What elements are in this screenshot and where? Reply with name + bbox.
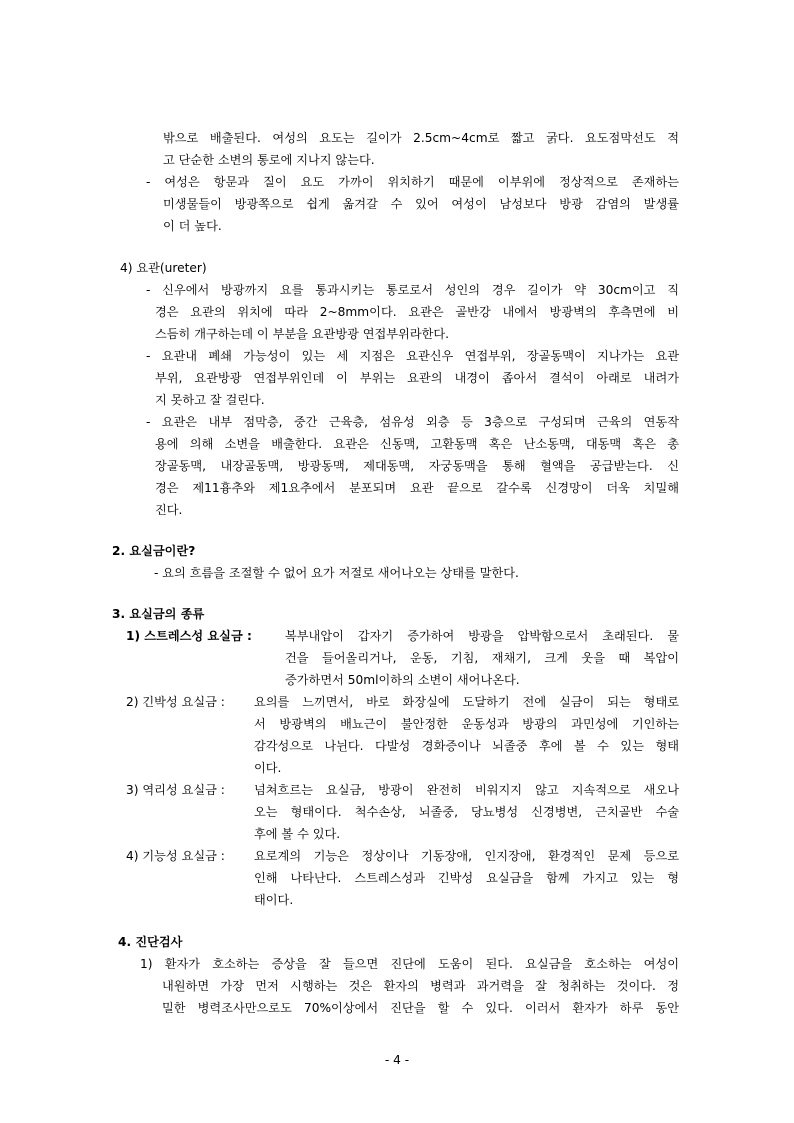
- diagnosis-line: 내원하면 가장 먼저 시행하는 것은 환자의 병력과 과거력을 잘 청취하는 것이다. 정: [162, 979, 679, 993]
- ureter-bullet-line: 스듬히 개구하는데 이 부분을 요관방광 연접부위라한다.: [155, 327, 450, 341]
- type-desc-line: 요로계의 기능은 정상이나 기동장애, 인지장애, 환경적인 문제 등으로: [254, 849, 679, 863]
- type-label-stress: 1) 스트레스성 요실금 :: [126, 629, 252, 643]
- type-desc-line: 이다.: [254, 761, 282, 775]
- urethra-text-line: 밖으로 배출된다. 여성의 요도는 길이가 2.5cm~4cm로 짧고 굵다. 요도점막선도 적: [163, 131, 679, 145]
- ureter-bullet-line: - 요관내 폐쇄 가능성이 있는 세 지점은 요관신우 연접부위, 장골동맥이 지나가는 요관: [146, 349, 679, 363]
- ureter-bullet-line: - 요관은 내부 점막층, 중간 근육층, 섬유성 외층 등 3층으로 구성되며 근육의 연동작: [146, 415, 679, 429]
- ureter-bullet-line: 진다.: [155, 503, 183, 517]
- ureter-bullet-line: - 신우에서 방광까지 요를 통과시키는 통로로서 성인의 경우 길이가 약 30cm이고 직: [146, 283, 679, 297]
- ureter-bullet-line: 장골동맥, 내장골동맥, 방광동맥, 제대동맥, 자궁동맥을 통해 혈액을 공급받는다. 신: [155, 459, 679, 473]
- type-desc-line: 넘쳐흐르는 요실금, 방광이 완전히 비워지지 않고 지속적으로 새오나: [254, 783, 679, 797]
- female-bullet-line: - 여성은 항문과 질이 요도 가까이 위치하기 때문에 이부위에 정상적으로 존재하는: [146, 175, 679, 189]
- type-desc-line: 건을 들어올리거나, 운동, 기침, 재채기, 크게 웃을 때 복압이: [285, 651, 679, 665]
- section-heading-diagnosis: 4. 진단검사: [118, 935, 183, 949]
- diagnosis-line: 1) 환자가 호소하는 증상을 잘 들으면 진단에 도움이 된다. 요실금을 호소하는 여성이: [140, 957, 679, 971]
- type-label-urge: 2) 긴박성 요실금 :: [126, 695, 225, 709]
- female-bullet-line: 이 더 높다.: [163, 219, 222, 233]
- type-label-overflow: 3) 역리성 요실금 :: [126, 783, 225, 797]
- section-heading-definition: 2. 요실금이란?: [112, 544, 196, 558]
- type-desc-line: 요의를 느끼면서, 바로 화장실에 도달하기 전에 실금이 되는 형태로: [254, 695, 679, 709]
- type-desc-line: 태이다.: [254, 893, 294, 907]
- section-heading-types: 3. 요실금의 종류: [112, 607, 205, 621]
- ureter-bullet-line: 용에 의해 소변을 배출한다. 요관은 신동맥, 고환동맥 혹은 난소동맥, 대동맥 혹은 총: [155, 437, 679, 451]
- definition-line: - 요의 흐름을 조절할 수 없어 요가 저절로 새어나오는 상태를 말한다.: [154, 566, 519, 580]
- ureter-heading: 4) 요관(ureter): [120, 261, 207, 275]
- type-desc-line: 인해 나타난다. 스트레스성과 긴박성 요실금을 함께 가지고 있는 형: [254, 871, 679, 885]
- ureter-bullet-line: 부위, 요관방광 연접부위인데 이 부위는 요관의 내경이 좁아서 결석이 아래로 내려가: [155, 371, 679, 385]
- page-number: - 4 -: [384, 1053, 410, 1067]
- ureter-bullet-line: 경은 요관의 위치에 따라 2~8mm이다. 요관은 골반강 내에서 방광벽의 후측면에 비: [155, 305, 679, 319]
- diagnosis-line: 밀한 병력조사만으로도 70%이상에서 진단을 할 수 있다. 이러서 환자가 하루 동안: [162, 1001, 679, 1015]
- urethra-text-line: 고 단순한 소변의 통로에 지나지 않는다.: [163, 153, 375, 167]
- type-desc-line: 후에 볼 수 있다.: [254, 827, 341, 841]
- type-label-functional: 4) 기능성 요실금 :: [126, 849, 225, 863]
- female-bullet-line: 미생물들이 방광쪽으로 쉽게 옮겨갈 수 있어 여성이 남성보다 방광 감염의 발생률: [163, 197, 679, 211]
- type-desc-line: 복부내압이 갑자기 증가하여 방광을 압박함으로서 초래된다. 물: [285, 629, 679, 643]
- ureter-bullet-line: 경은 제11흉추와 제1요추에서 분포되며 요관 끝으로 갈수록 신경망이 더욱 치밀해: [155, 481, 679, 495]
- type-desc-line: 증가하면서 50ml이하의 소변이 새어나온다.: [285, 673, 520, 687]
- type-desc-line: 감각성으로 나뉜다. 다발성 경화증이나 뇌졸중 후에 볼 수 있는 형태: [254, 739, 679, 753]
- ureter-bullet-line: 지 못하고 잘 걸린다.: [155, 393, 265, 407]
- type-desc-line: 오는 형태이다. 척수손상, 뇌졸중, 당뇨병성 신경병변, 근치골반 수술: [254, 805, 679, 819]
- type-desc-line: 서 방광벽의 배뇨근이 불안정한 운동성과 방광의 과민성에 기인하는: [254, 717, 679, 731]
